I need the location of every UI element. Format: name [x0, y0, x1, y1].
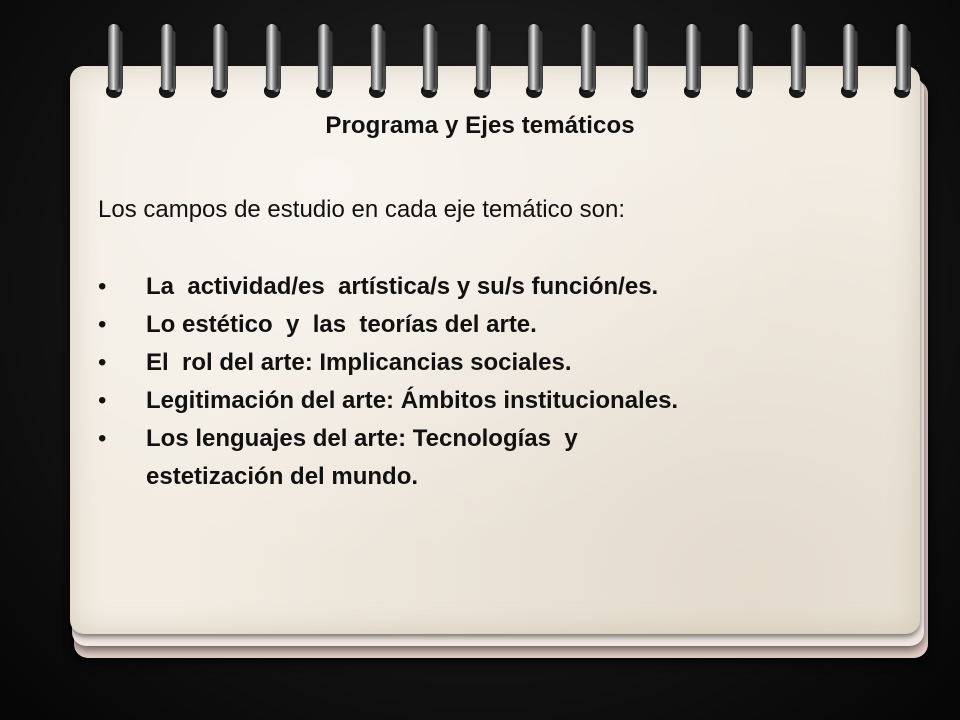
spiral-ring-icon [682, 24, 702, 98]
topic-text: Lo estético y las teorías del arte. [146, 311, 537, 338]
spiral-ring-icon [367, 24, 387, 98]
topic-text: La actividad/es artística/s y su/s función/es. [146, 273, 659, 300]
spiral-ring-icon [892, 24, 912, 98]
topic-text: Los lenguajes del arte: Tecnologías y estetización del mundo. [146, 425, 578, 490]
spiral-ring-icon [419, 24, 439, 98]
list-item [98, 382, 898, 420]
spiral-ring-icon [104, 24, 124, 98]
spiral-ring-icon [839, 24, 859, 98]
spiral-ring-icon [314, 24, 334, 98]
spiral-binding [0, 0, 960, 110]
bullet-icon: • [98, 273, 107, 300]
spiral-ring-icon [524, 24, 544, 98]
intro-text: Los campos de estudio en cada eje temático son: [98, 196, 625, 223]
list-item [98, 306, 898, 344]
bullet-icon: • [98, 349, 107, 376]
topic-list [98, 268, 898, 496]
spiral-ring-icon [472, 24, 492, 98]
bullet-icon: • [98, 387, 107, 414]
spiral-ring-icon [209, 24, 229, 98]
topic-text: Legitimación del arte: Ámbitos institucionales. [146, 387, 679, 414]
spiral-ring-icon [629, 24, 649, 98]
bullet-icon: • [98, 425, 107, 452]
spiral-ring-icon [262, 24, 282, 98]
list-item [98, 344, 898, 382]
list-item [98, 268, 898, 306]
spiral-ring-icon [577, 24, 597, 98]
bullet-icon: • [98, 311, 107, 338]
spiral-ring-icon [734, 24, 754, 98]
spiral-ring-icon [157, 24, 177, 98]
list-item [98, 420, 898, 496]
spiral-ring-icon [787, 24, 807, 98]
slide-title: Programa y Ejes temáticos [325, 112, 635, 139]
topic-text: El rol del arte: Implicancias sociales. [146, 349, 572, 376]
